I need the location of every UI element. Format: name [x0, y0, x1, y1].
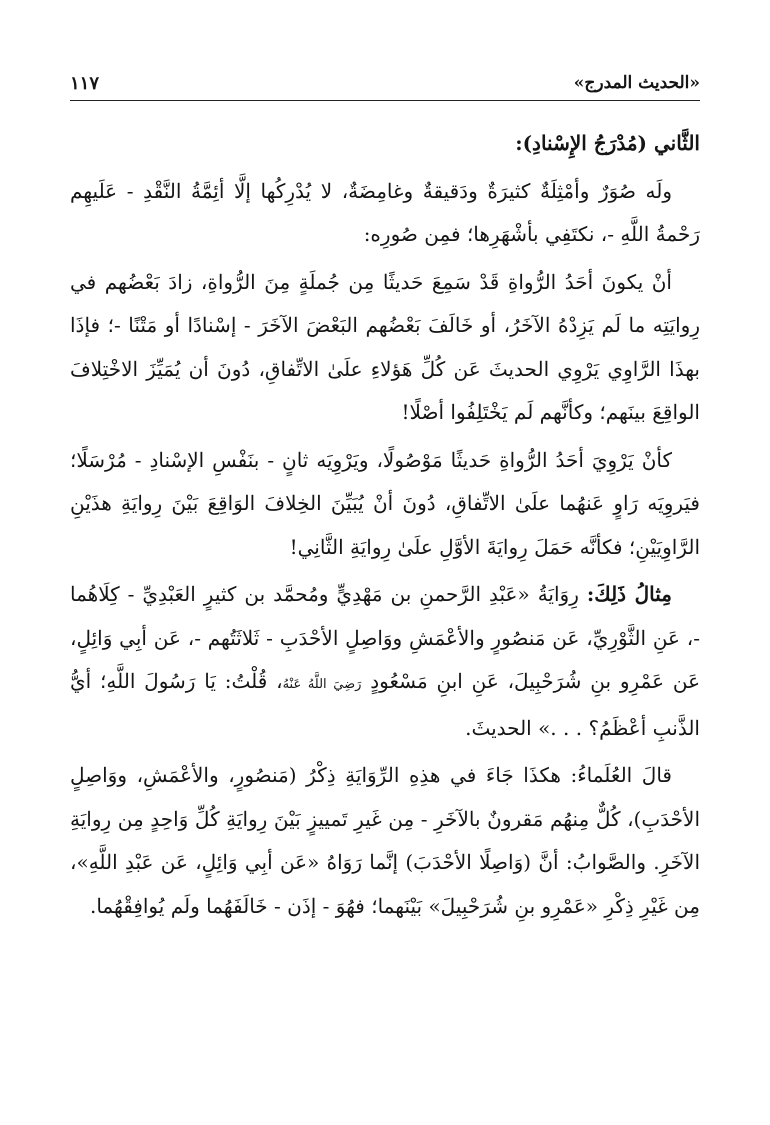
- running-title: «الحديث المدرج»: [573, 73, 700, 93]
- page-header: [70, 66, 700, 101]
- paragraph-scholars: قالَ العُلَماءُ: هكذَا جَاءَ في هذِهِ الرِّوَايَةِ ذِكْرُ (مَنصُورٍ، والأعْمَشِ، ووَاصِلٍ الأحْدَبِ)، كُلٌّ مِنهُم مَقرونٌ بالآخَرِ - مِن غَيرِ تَمييزٍ بَيْنَ رِوايَةِ كُلِّ وَاحِدٍ مِن رِوايَةِ الآخَرِ. والصَّوابُ: أنَّ (وَاصِلًا الأحْدَبَ) إنَّما رَوَاهُ «عَن أبِي وَائِلٍ، عَن عَبْدِ اللَّهِ»، مِن غَيْرِ ذِكْرِ «عَمْرِو بنِ شُرَحْبِيلَ» بَيْنَهما؛ فهُوَ - إذَن - خَالَفَهُما ولَم يُوافِقْهُما.: [70, 763, 700, 918]
- paragraph-example-case: كأنْ يَرْوِيَ أحَدُ الرُّواةِ حَديثًا مَوْصُولًا، ويَرْوِيَه ثانٍ - بنَفْسِ الإسْنادِ - مُرْسَلًا؛ فيَروِيَه رَاوٍ عَنهُما علَىٰ الاتِّفاقِ، دُونَ أنْ يُبَيِّنَ الخِلافَ الوَاقِعَ بَيْنَ رِوايَةِ هذَيْنِ الرَّاوِيَيْنِ؛ فكأنَّه حَمَلَ رِوايَةَ الأوَّلِ علَىٰ رِوايَةِ الثَّانِي!: [70, 447, 700, 559]
- paragraph-example: [70, 573, 700, 750]
- example-label: مِثالُ ذَلِكَ:: [586, 582, 673, 606]
- page-body: [70, 122, 700, 1085]
- honorific-glyph: رَضِيَ اللَّهُ عَنْهُ: [282, 677, 362, 692]
- paragraph-definition: أنْ يكونَ أحَدُ الرُّواةِ قَدْ سَمِعَ حَديثًا مِن جُملَةٍ مِنَ الرُّواةِ، زادَ بَعْضُهم في رِوايَتِه ما لَم يَزِدْهُ الآخَرُ، أو خَالَفَ بَعْضُهم البَعْضَ الآخَرَ - إسْنادًا أو مَتْنًا -؛ فإذَا بهذَا الرَّاوِي يَرْوِي الحديثَ عَن كُلِّ هَؤلاءِ علَىٰ الاتِّفاقِ، دُونَ أن يُمَيِّزَ الاخْتِلافَ الواقِعَ بينَهم؛ وكأنَّهم لَم يَخْتَلِفُوا أصْلًا!: [70, 269, 700, 424]
- example-text-tail: ، قُلْتُ: يَا رَسُولَ اللَّهِ؛ أيُّ الذَّنبِ أعْظَمُ؟ . . .» الحديثَ.: [70, 669, 700, 740]
- paragraph-intro: ولَه صُوَرٌ وأمْثِلَةٌ كثيرَةٌ ودَقيقةٌ وغامِضَةٌ، لا يُدْرِكُها إلَّا أئِمَّةُ النَّقْدِ - عَلَيهِم رَحْمةُ اللَّهِ -، نكتَفِي بأشْهَرِها؛ فمِن صُورِه:: [70, 178, 700, 246]
- page-number: ١١٧: [70, 72, 100, 94]
- example-text: رِوَايَةُ «عَبْدِ الرَّحمنِ بن مَهْدِيٍّ ومُحمَّد بن كثيرٍ العَبْدِيِّ - كِلَاهُما -، عَنِ الثَّوْرِيِّ، عَن مَنصُورٍ والأعْمَشِ ووَاصِلٍ الأحْدَبِ - ثَلاثَتُهم -، عَن أبِي وَائِلٍ، عَن عَمْرِو بنِ شُرَحْبِيلَ، عَنِ ابنِ مَسْعُودٍ: [70, 582, 700, 693]
- section-heading: الثَّاني (مُدْرَجُ الإِسْنادِ):: [515, 131, 700, 155]
